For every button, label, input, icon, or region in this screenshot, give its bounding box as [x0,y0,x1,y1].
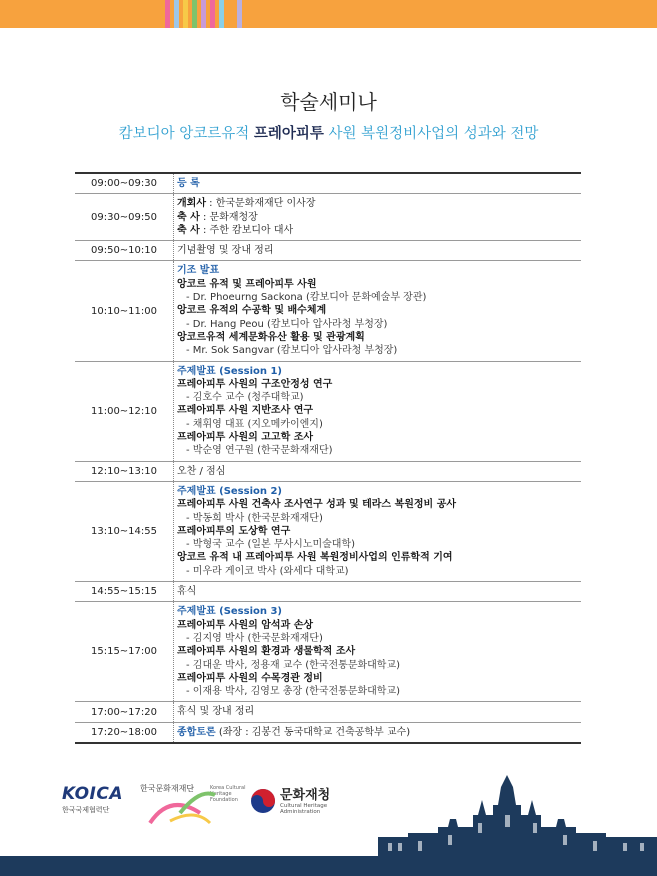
koica-logo-sub: 한국국제협력단 [62,806,110,814]
schedule-row [75,173,581,194]
program-line: 앙코르 유적 및 프레아피투 사원 [177,278,317,290]
schedule-program [174,602,582,702]
schedule-row [75,722,581,743]
program-line-label: 축 사 [177,211,200,223]
program-line: 프레아피투 사원의 수목경관 정비 [177,672,323,684]
program-line-label: 개회사 [177,198,206,210]
schedule-program [174,461,582,481]
color-stripes [165,0,246,28]
page-title: 학술세미나 [280,90,377,114]
schedule-time: 10:10~11:00 [75,261,174,361]
program-speaker: - 채휘영 대표 (지오메카이엔지) [186,418,323,430]
angkor-temple-icon [378,775,657,856]
program-line [177,197,581,210]
top-orange-bar [0,0,657,28]
schedule-program [174,261,582,361]
program-speaker: - 박동희 박사 (한국문화재재단) [186,512,323,524]
stripe [237,0,242,28]
program-line: 프레아피투 사원의 환경과 생물학적 조사 [177,646,356,658]
schedule-row [75,361,581,461]
schedule-time: 11:00~12:10 [75,361,174,461]
schedule-row [75,582,581,602]
schedule-program [174,582,582,602]
program-line: 앙코르유적 세계문화유산 활용 및 관광계획 [177,331,365,343]
schedule-program [174,722,582,743]
program-line: 오찬 / 점심 [177,465,226,477]
cha-logo-en2: Administration [280,809,321,815]
chf-logo [140,783,246,828]
chf-logo-name: 한국문화재재단 [140,784,195,793]
stripe [192,0,197,28]
schedule-row [75,702,581,722]
stripe [165,0,170,28]
program-line-label: 종합토론 [177,726,216,738]
program-line-text: (좌장 : 김봉건 동국대학교 건축공학부 교수) [215,726,411,738]
schedule-program [174,481,582,581]
program-line: 프레아피투의 도상학 연구 [177,525,291,537]
program-line: 프레아피투 사원의 암석과 손상 [177,619,314,631]
schedule-time: 12:10~13:10 [75,461,174,481]
schedule-row [75,241,581,261]
schedule-time: 09:50~10:10 [75,241,174,261]
schedule-time: 09:00~09:30 [75,173,174,194]
program-speaker: - Dr. Hang Peou (캄보디아 압사라청 부청장) [186,318,388,330]
program-line: 프레아피투 사원 건축사 조사연구 성과 및 테라스 복원정비 공사 [177,499,457,511]
subtitle-part3: 사원 복원정비사업의 성과와 전망 [323,126,539,142]
program-line-text: : 한국문화재재단 이사장 [205,198,316,210]
program-line: 앙코르 유적 내 프레아피투 사원 복원정비사업의 인류학적 기여 [177,552,453,564]
schedule-row [75,461,581,481]
koica-logo [62,784,123,815]
stripe [174,0,179,28]
schedule-time: 17:20~18:00 [75,722,174,743]
program-line [177,211,581,224]
program-speaker: - 김호수 교수 (청주대학교) [186,392,304,404]
program-line-label: 축 사 [177,224,200,236]
subtitle-part1: 캄보디아 앙코르유적 [118,126,254,142]
program-line: 프레아피투 사원의 구조안정성 연구 [177,378,333,390]
chf-logo-mark-icon [140,783,240,828]
program-line: 프레아피투 사원의 고고학 조사 [177,432,314,444]
program-speaker: - 미우라 게이코 박사 (와세다 대학교) [186,565,349,577]
stripe [219,0,224,28]
schedule-time: 13:10~14:55 [75,481,174,581]
schedule-row [75,481,581,581]
program-heading: 주제발표 (Session 3) [177,606,283,618]
program-line: 앙코르 유적의 수공학 및 배수체계 [177,305,327,317]
program-line: 기념촬영 및 장내 정리 [177,245,274,257]
schedule-program [174,702,582,722]
program-line [177,726,581,739]
schedule-program [174,241,582,261]
program-speaker: - 김지영 박사 (한국문화재재단) [186,632,323,644]
cha-logo-en1: Cultural Heritage [280,803,328,809]
program-line: 휴식 및 장내 정리 [177,706,255,718]
program-speaker: - 박순영 연구원 (한국문화재재단) [186,445,333,457]
chf-logo-en: Korea Cultural Heritage Foundation [210,785,246,803]
program-line [177,224,581,237]
program-speaker: - Dr. Phoeurng Sackona (캄보디아 문화예술부 장관) [186,292,427,304]
schedule-table [75,172,581,744]
schedule-time: 15:15~17:00 [75,602,174,702]
stripe [201,0,206,28]
program-speaker: - 박형국 교수 (일본 무사시노미술대학) [186,539,356,551]
program-heading: 기조 발표 [177,265,220,277]
taegeuk-icon [250,788,276,814]
cha-logo-name: 문화재청 [280,788,331,803]
schedule-program [174,361,582,461]
subtitle-highlight: 프레아피투 [253,126,324,142]
schedule-time: 14:55~15:15 [75,582,174,602]
koica-logo-text: KOICA [62,784,123,804]
schedule-program [174,173,582,194]
program-speaker: - Mr. Sok Sangvar (캄보디아 압사라청 부청장) [186,345,398,357]
page-subtitle [0,122,657,143]
stripe [210,0,215,28]
program-heading: 주제발표 (Session 2) [177,485,283,497]
cha-logo-en [280,803,327,815]
schedule-time: 09:30~09:50 [75,194,174,241]
program-line: 프레아피투 사원 지반조사 연구 [177,405,314,417]
schedule-row [75,194,581,241]
program-line: 휴식 [177,586,197,598]
schedule-program [174,194,582,241]
program-heading: 등 록 [177,178,200,189]
stripe [183,0,188,28]
program-line-text: : 문화재청장 [199,211,258,223]
program-speaker: - 김대운 박사, 정용재 교수 (한국전통문화대학교) [186,659,401,671]
bottom-bar [0,856,657,876]
program-line-text: : 주한 캄보디아 대사 [199,224,294,236]
schedule-row [75,602,581,702]
program-heading: 주제발표 (Session 1) [177,365,283,377]
schedule-time: 17:00~17:20 [75,702,174,722]
program-speaker: - 이재용 박사, 김영모 총장 (한국전통문화대학교) [186,686,401,698]
stripe [228,0,233,28]
schedule-row [75,261,581,361]
